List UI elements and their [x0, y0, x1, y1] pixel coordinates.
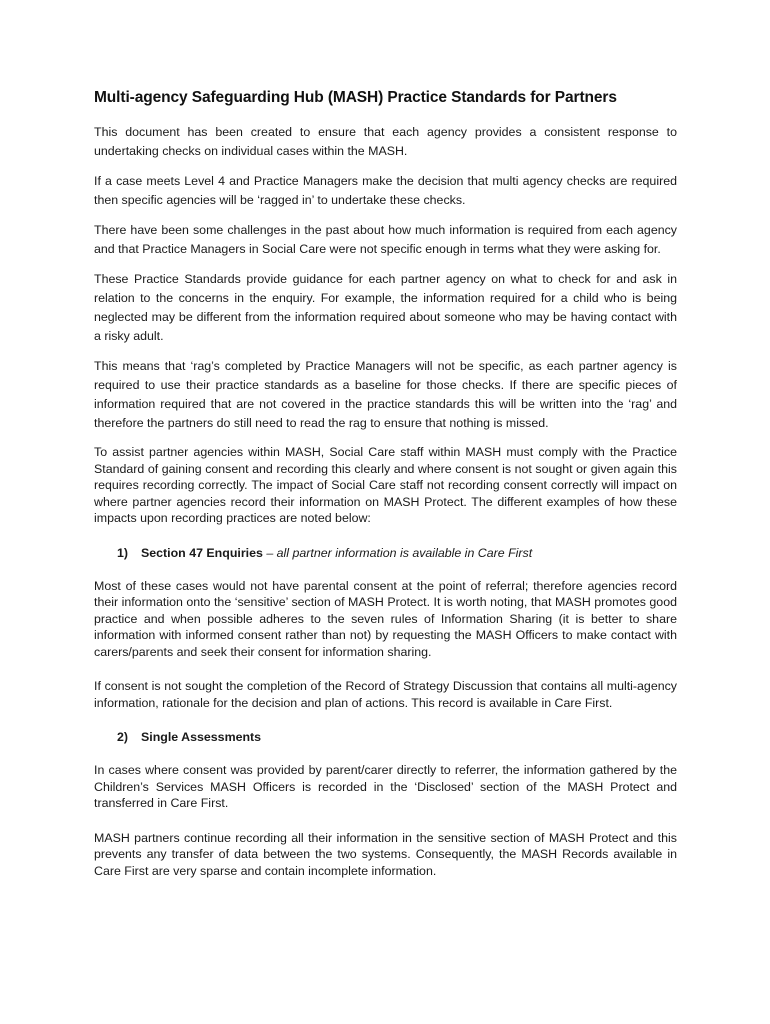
intro-paragraph: There have been some challenges in the past about how much information is required from each agency and that Practice Managers in Social Care were not specific enough in terms what they were asking for. [94, 223, 677, 256]
document-body [94, 89, 677, 879]
section-number: 2) [117, 730, 129, 744]
intro-paragraph: This document has been created to ensure that each agency provides a consistent response to undertaking checks on individual cases within the MASH. [94, 125, 677, 158]
intro-paragraph: This means that ‘rag’s completed by Practice Managers will not be specific, as each partner agency is required to use their practice standards as a baseline for those checks. If there are specific pieces of information required that are not covered in the practice standards this will be written into the ‘rag’ and therefore the partners do still need to read the rag to ensure that nothing is missed. [94, 359, 677, 430]
section-title: Single Assessments [141, 730, 262, 744]
section-paragraph: If consent is not sought the completion of the Record of Strategy Discussion that contains all multi-agency information, rationale for the decision and plan of actions. This record is available in Care First. [94, 679, 677, 710]
section-heading-1 [94, 545, 677, 561]
intro-paragraph: These Practice Standards provide guidance for each partner agency on what to check for and ask in relation to the concerns in the enquiry. For example, the information required for a child who is being neglected may be different from the information required about someone who may be having contact with a risky adult. [94, 272, 677, 343]
section-number: 1) [117, 545, 129, 560]
section-title: Section 47 Enquiries [141, 545, 263, 560]
section-heading-2 [94, 729, 677, 745]
section-subtitle: – all partner information is available in Care First [262, 545, 533, 560]
intro-paragraph: To assist partner agencies within MASH, Social Care staff within MASH must comply with the Practice Standard of gaining consent and recording this clearly and where consent is not sought or given again this requires recording correctly. The impact of Social Care staff not recording consent correctly will impact on where partner agencies record their information on MASH Protect. The different examples of how these impacts upon recording practices are noted below: [94, 445, 677, 525]
section-paragraph: In cases where consent was provided by parent/carer directly to referrer, the information gathered by the Children’s Services MASH Officers is recorded in the ‘Disclosed’ section of the MASH Protect and transferred in Care First. [94, 763, 677, 810]
intro-paragraph: If a case meets Level 4 and Practice Managers make the decision that multi agency checks are required then specific agencies will be ‘ragged in’ to undertake these checks. [94, 174, 677, 207]
document-title: Multi-agency Safeguarding Hub (MASH) Practice Standards for Partners [94, 89, 617, 106]
section-paragraph: Most of these cases would not have parental consent at the point of referral; therefore agencies record their information onto the ‘sensitive’ section of MASH Protect. It is worth noting, that MASH promotes good practice and when possible adheres to the seven rules of Information Sharing (it is better to share information with informed consent rather than not) by requesting the MASH Officers to make contact with carers/parents and seek their consent for information sharing. [94, 578, 677, 659]
section-paragraph: MASH partners continue recording all their information in the sensitive section of MASH Protect and this prevents any transfer of data between the two systems. Consequently, the MASH Records available in Care First are very sparse and contain incomplete information. [94, 830, 677, 878]
